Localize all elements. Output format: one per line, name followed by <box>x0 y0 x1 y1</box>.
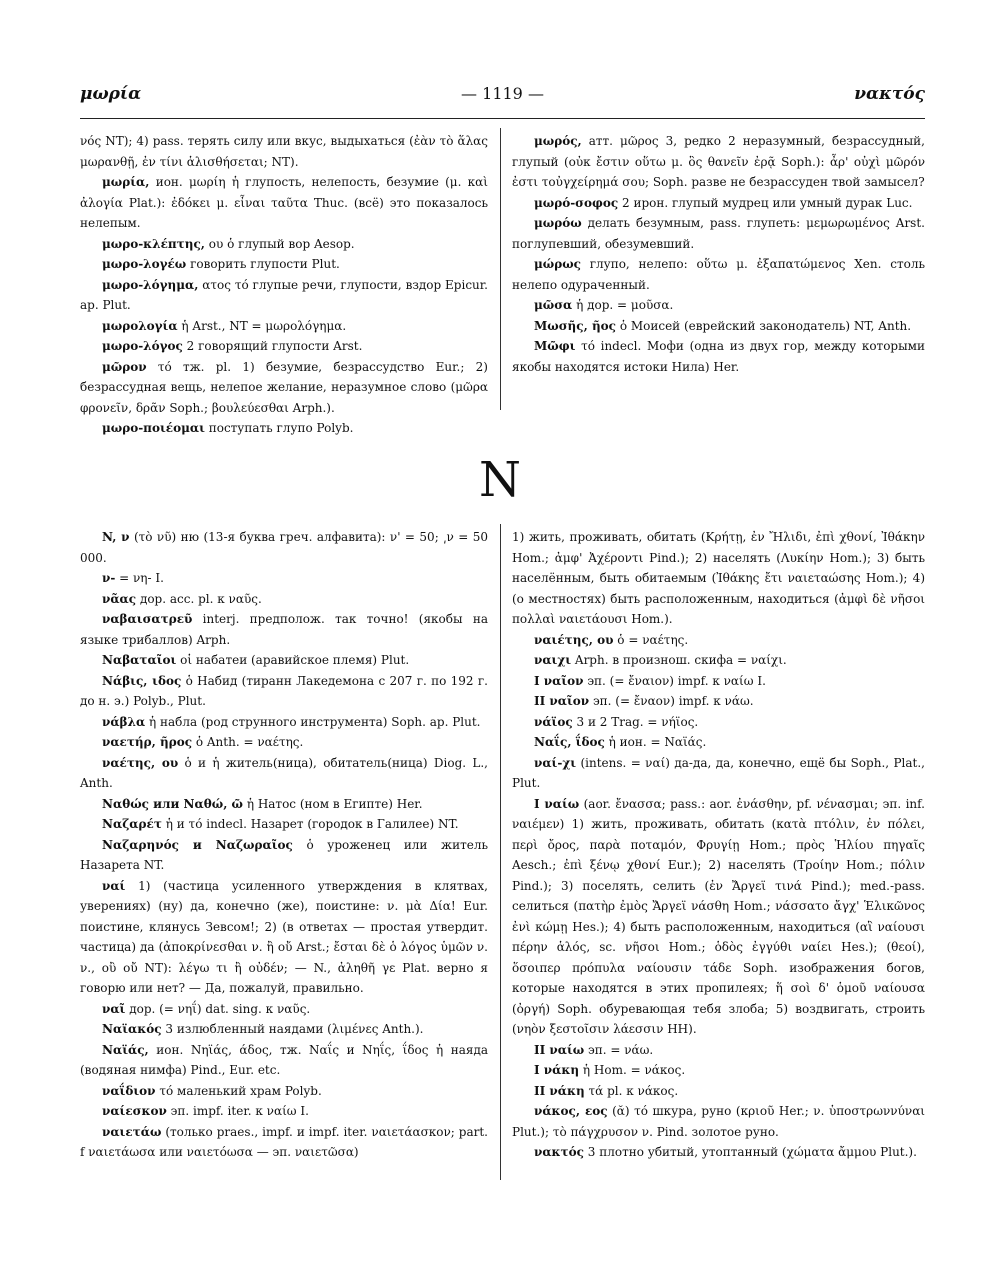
entry-definition: ион. Νηϊάς, άδος, тж. Ναΐς и Νηΐς, ΐδος ἡ наяда (водяная нимфа) Pind., Eur. etc. <box>80 1042 489 1077</box>
entry-headword: ναί <box>102 878 126 893</box>
entry-headword: ν- <box>102 571 116 585</box>
dictionary-entry <box>80 316 488 337</box>
entry-headword: ναιετάω <box>102 1124 162 1139</box>
bottom-left-column <box>80 527 488 1163</box>
entry-headword: Νάβις, ιδος <box>102 673 182 688</box>
dictionary-entry <box>512 295 925 316</box>
dictionary-entry <box>80 234 488 255</box>
entry-definition: (τὸ νῦ) ню (13-я буква греч. алфавита): ν' = 50; ͵ν = 50 000. <box>80 530 488 565</box>
entry-definition: ὁ уроженец или житель Назарета NT. <box>80 837 488 872</box>
dictionary-entry <box>80 589 488 610</box>
entry-definition: поступать глупо Polyb. <box>208 421 354 435</box>
entry-definition: (ᾰ) τό шкура, руно (κριοῦ Her.; ν. ὑποστρωννύναι Plut.); τὸ πάγχρυσον ν. Pind. золотое руно. <box>512 1104 926 1139</box>
dictionary-entry <box>512 336 925 377</box>
entry-definition: эп. = νάω. <box>588 1042 654 1057</box>
dictionary-entry <box>80 172 488 234</box>
entry-headword: I νάκη <box>534 1063 580 1077</box>
entry-headword: μωρο-ποιέομαι <box>102 421 205 435</box>
entry-headword: II ναίω <box>534 1042 585 1057</box>
dictionary-entry <box>80 794 488 815</box>
dictionary-entry <box>80 1122 488 1163</box>
entry-definition: τό маленький храм Polyb. <box>159 1083 322 1098</box>
entry-headword: μωρο-λόγος <box>102 339 183 353</box>
entry-definition: οἱ набатеи (аравийское племя) Plut. <box>180 653 410 667</box>
dictionary-entry <box>512 650 925 671</box>
entry-definition: ὁ и ἡ житель(ница), обитатель(ница) Diog. L., Anth. <box>80 755 488 790</box>
entry-definition: ион. μωρίη ἡ глупость, нелепость, безумие (μ. καὶ ἀλογία Plat.): ἐδόκει μ. εἶναι ταῦτα Thuc. (всё) это показалось нелепым. <box>80 175 488 230</box>
entry-headword: ναίεσκον <box>102 1104 167 1118</box>
entry-headword: ναιέτης, ου <box>534 632 614 647</box>
entry-definition: ἡ и τό indecl. Назарет (городок в Галилее) NT. <box>165 817 459 831</box>
entry-headword: Ναζαρηνός и Ναζωραῖος <box>102 837 293 852</box>
entry-headword: νάκος, εος <box>534 1104 608 1118</box>
dictionary-entry <box>512 794 925 1040</box>
top-right-column <box>512 131 925 377</box>
dictionary-entry <box>512 1040 925 1061</box>
entry-definition: 3 и 2 Trag. = νήϊος. <box>576 714 699 729</box>
dictionary-entry <box>512 1060 925 1081</box>
entry-definition: ὁ = ναέτης. <box>617 632 689 647</box>
entry-definition: ὁ Набид (тиранн Лакедемона с 207 г. по 192 г. до н. э.) Polyb., Plut. <box>80 673 488 708</box>
entry-definition: ἡ дор. = μοῦσα. <box>576 298 674 312</box>
entry-headword: νακτός <box>534 1145 584 1159</box>
entry-definition: ἡ Hom. = νάκος. <box>582 1063 686 1077</box>
dictionary-entry <box>512 753 925 794</box>
dictionary-entry <box>80 712 488 733</box>
dictionary-entry <box>80 1081 488 1102</box>
entry-definition: ἡ Arst., NT = μωρολόγημα. <box>181 318 347 333</box>
entry-headword: μῶσα <box>534 298 573 312</box>
entry-headword: II ναῖον <box>534 694 590 708</box>
entry-headword: N, ν <box>102 530 130 544</box>
entry-headword: μῶρον <box>102 359 147 374</box>
dictionary-entry <box>80 753 488 794</box>
entry-headword: ναῖ <box>102 1001 126 1016</box>
entry-definition: Arph. в произнош. скифа = ναίχι. <box>574 653 787 667</box>
dictionary-entry <box>80 1019 488 1040</box>
entry-definition: interj. предполож. так точно! (якобы на языке трибаллов) Arph. <box>80 612 488 647</box>
dictionary-entry <box>512 1081 925 1102</box>
entry-definition: 2 ирон. глупый мудрец или умный дурак Luc. <box>622 195 913 210</box>
entry-headword: ναί-χι <box>534 755 577 770</box>
header-left-guide-word: μωρία <box>80 84 142 104</box>
dictionary-entry <box>80 418 488 439</box>
entry-headword: ναβαισατρεῦ <box>102 612 193 626</box>
entry-headword: Μωσῆς, ῆος <box>534 318 616 333</box>
entry-definition: νός NT); 4) pass. терять силу или вкус, выдыхаться (ἐὰν τὸ ἅλας μωρανθῇ, ἐν τίνι ἁλισθήσεται; NT). <box>80 134 488 169</box>
entry-headword: μωρός, <box>534 134 582 148</box>
entry-definition: эп. (= ἔναιον) impf. к ναίω I. <box>587 673 766 688</box>
entry-definition: глупо, нелепо: οὕτω μ. ἐξαπατώμενος Xen. столь нелепо одураченный. <box>512 257 925 292</box>
entry-definition: эп. impf. iter. к ναίω I. <box>170 1104 309 1118</box>
entry-headword: ναΐδιον <box>102 1083 156 1098</box>
dictionary-entry <box>512 671 925 692</box>
entry-definition: 1) (частица усиленного утверждения в клятвах, уверениях) (ну) да, конечно (же), поистине: ν. μὰ Δία! Eur. поистине, клянусь Зевсом!; 2) (в ответах — простая утвердит. частица) да (ἀποκρίνεσθαι ν. ἢ οὔ Arst.; ἔσται δὲ ὁ λόγος ὑμῶν ν. ν., οὒ οὔ NT): λέγω τι ἢ οὐδέν; — N., ἀληθῆ γε Plat. верно я говорю или нет? — Да, пожалуй, правильно. <box>80 878 488 995</box>
dictionary-entry <box>80 275 488 316</box>
entry-headword: μωρο-λογέω <box>102 257 187 271</box>
entry-headword: Ναΐς, ΐδος <box>534 735 605 749</box>
entry-headword: Ναθώς или Ναθώ, ῶ <box>102 796 243 811</box>
entry-headword: Μῶφι <box>534 339 576 353</box>
page-number: — 1119 — <box>461 84 544 103</box>
dictionary-entry <box>512 316 925 337</box>
entry-definition: говорить глупости Plut. <box>190 257 340 271</box>
dictionary-entry <box>80 568 488 589</box>
entry-definition: эп. (= ἔναον) impf. к νάω. <box>592 694 754 708</box>
entry-definition: 1) жить, проживать, обитать (Κρήτῃ, ἐν Ἤλιδι, ἐπὶ χθονί, Ἰθάκην Hom.; ἀμφ' Ἀχέροντι Pind.); 2) населять (Λυκίην Hom.); 3) быть населённым, быть обитаемым (Ἰθάκης ἔτι ναιεταώσης Hom.); 4) (о местностях) быть расположенным, находиться (ἀμφὶ δὲ νῆσοι πολλαὶ ναιετάουσι Hom.). <box>512 530 925 626</box>
entry-headword: νάβλα <box>102 714 146 729</box>
dictionary-entry <box>80 254 488 275</box>
entry-headword: Ναϊακός <box>102 1022 162 1036</box>
dictionary-entry <box>512 1142 925 1163</box>
entry-definition: τά pl. к νάκος. <box>588 1083 679 1098</box>
entry-definition: ὁ Моисей (еврейский законодатель) NT, Anth. <box>619 318 912 333</box>
dictionary-entry <box>512 732 925 753</box>
entry-headword: Ναβαταῖοι <box>102 653 177 667</box>
entry-headword: μωρο-κλέπτης, <box>102 236 205 251</box>
dictionary-entry <box>80 1040 488 1081</box>
dictionary-entry <box>80 1101 488 1122</box>
entry-headword: νᾶας <box>102 591 137 606</box>
dictionary-entry <box>80 527 488 568</box>
dictionary-entry <box>512 691 925 712</box>
dictionary-entry <box>512 527 925 630</box>
entry-definition: ὁ Anth. = ναέτης. <box>195 735 304 749</box>
entry-definition: 2 говорящий глупости Arst. <box>186 339 363 353</box>
dictionary-entry <box>512 131 925 193</box>
entry-headword: ναετήρ, ῆρος <box>102 735 193 749</box>
entry-headword: II νάκη <box>534 1083 585 1098</box>
entry-definition: делать безумным, pass. глупеть: μεμωρωμένος Arst. поглупевший, обезумевший. <box>512 216 925 251</box>
entry-definition: ἡ набла (род струнного инструмента) Soph. ap. Plut. <box>149 714 481 729</box>
entry-definition: дор. (= νηΐ) dat. sing. к ναῦς. <box>129 1001 311 1016</box>
dictionary-entry <box>512 254 925 295</box>
dictionary-entry <box>80 814 488 835</box>
dictionary-entry <box>80 671 488 712</box>
entry-definition: = νη- I. <box>119 571 164 585</box>
entry-headword: Ναϊάς, <box>102 1042 149 1057</box>
dictionary-entry <box>80 732 488 753</box>
column-divider-bottom <box>500 524 501 1180</box>
dictionary-entry <box>80 835 488 876</box>
dictionary-entry <box>80 609 488 650</box>
bottom-right-column <box>512 527 925 1163</box>
entry-definition: ου ὁ глупый вор Aesop. <box>208 236 355 251</box>
entry-headword: ναιχι <box>534 653 572 667</box>
entry-headword: I ναίω <box>534 796 580 811</box>
header-right-guide-word: νακτός <box>854 84 925 104</box>
dictionary-entry <box>512 193 925 214</box>
page-header <box>80 84 925 110</box>
dictionary-entry <box>80 876 488 999</box>
dictionary-entry <box>512 213 925 254</box>
entry-definition: 3 излюбленный наядами (λιμένες Anth.). <box>165 1022 424 1036</box>
entry-definition: (intens. = ναί) да-да, да, конечно, ещё бы Soph., Plat., Plut. <box>512 755 925 790</box>
entry-definition: (только praes., impf. и impf. iter. ναιετάασκον; part. f ναιετάωσα или ναιετόωσα — эп. ναιετῶσα) <box>80 1124 488 1159</box>
entry-headword: μωρό-σοφος <box>534 195 619 210</box>
entry-definition: дор. acc. pl. к ναῦς. <box>139 591 262 606</box>
entry-headword: νάϊος <box>534 714 573 729</box>
entry-definition: ἡ ион. = Ναϊάς. <box>608 735 707 749</box>
dictionary-entry <box>80 999 488 1020</box>
dictionary-entry <box>512 1101 925 1142</box>
entry-headword: μώρως <box>534 257 581 271</box>
entry-headword: μωρία, <box>102 175 150 189</box>
entry-headword: I ναῖον <box>534 673 584 688</box>
section-letter: N <box>479 452 521 508</box>
dictionary-entry <box>80 131 488 172</box>
entry-headword: μωρολογία <box>102 318 178 333</box>
dictionary-entry <box>80 357 488 419</box>
entry-definition: ἡ Натос (ном в Египте) Her. <box>246 796 423 811</box>
entry-headword: μωρο-λόγημα, <box>102 277 199 292</box>
dictionary-entry <box>80 650 488 671</box>
entry-definition: 3 плотно убитый, утоптанный (χώματα ἄμμου Plut.). <box>587 1145 917 1159</box>
header-rule <box>80 118 925 119</box>
column-divider-top <box>500 128 501 410</box>
entry-definition: τό indecl. Мофи (одна из двух гор, между которыми якобы находятся истоки Нила) Her. <box>512 339 925 374</box>
entry-definition: τό тж. pl. 1) безумие, безрассудство Eur.; 2) безрассудная вещь, нелепое желание, неразумное слово (μῶρα φρονεῖν, δρᾶν Soph.; βουλεύεσθαι Arph.). <box>80 359 488 415</box>
entry-headword: ναέτης, ου <box>102 755 179 770</box>
entry-definition: атт. μῶρος 3, редко 2 неразумный, безрассудный, глупый (οὐκ ἔστιν οὕτω μ. ὃς θανεῖν ἐρᾷ Soph.): ἆρ' οὐχὶ μῶρόν ἐστι τοὐγχείρημά σου; Soph. разве не безрассуден твой замысел? <box>512 134 925 189</box>
entry-definition: ατος τό глупые речи, глупости, вздор Epicur. ap. Plut. <box>80 277 488 312</box>
top-left-column <box>80 131 488 439</box>
dictionary-entry <box>512 712 925 733</box>
dictionary-entry <box>512 630 925 651</box>
entry-definition: (aor. ἔνασσα; pass.: aor. ἐνάσθην, pf. νένασμαι; эп. inf. ναιέμεν) 1) жить, проживать, обитать (κατὰ πτόλιν, ἐν πόλει, περὶ ὄρος, παρὰ ποταμόν, Φρυγίῃ Hom.; πρὸς Ἡλίου πηγαῖς Aesch.; ἐπὶ ξένῳ χθονί Eur.); 2) населять (Τροίην Hom.; πόλιν Pind.); 3) поселять, селить (ἐν Ἄργεϊ τινά Pind.); med.-pass. селиться (πατὴρ ἐμὸς Ἄργεϊ νάσθη Hom.; νάσσατο ἄγχ' Ἑλικῶνος ἐνὶ κώμῃ Hes.); 4) быть расположенным, находиться (αἳ ναίουσι πέρην ἁλός, sc. νῆσοι Hom.; ὁδὸς ἐγγύθι ναίει Hes.); (θεοί), ὅσοιπερ πρόπυλα ναίουσιν τάδε Soph. изображения богов, которые находятся в этих пропилеях; ἥ σοὶ δ' ὁμοῦ ναίουσα (ὀργή) Soph. обуревающая тебя злоба; 5) воздвигать, строить (νηὸν ξεστοῖσιν λάεσσιν HH). <box>512 796 925 1036</box>
dictionary-entry <box>80 336 488 357</box>
entry-headword: μωρόω <box>534 216 582 230</box>
entry-headword: Ναζαρέτ <box>102 817 162 831</box>
